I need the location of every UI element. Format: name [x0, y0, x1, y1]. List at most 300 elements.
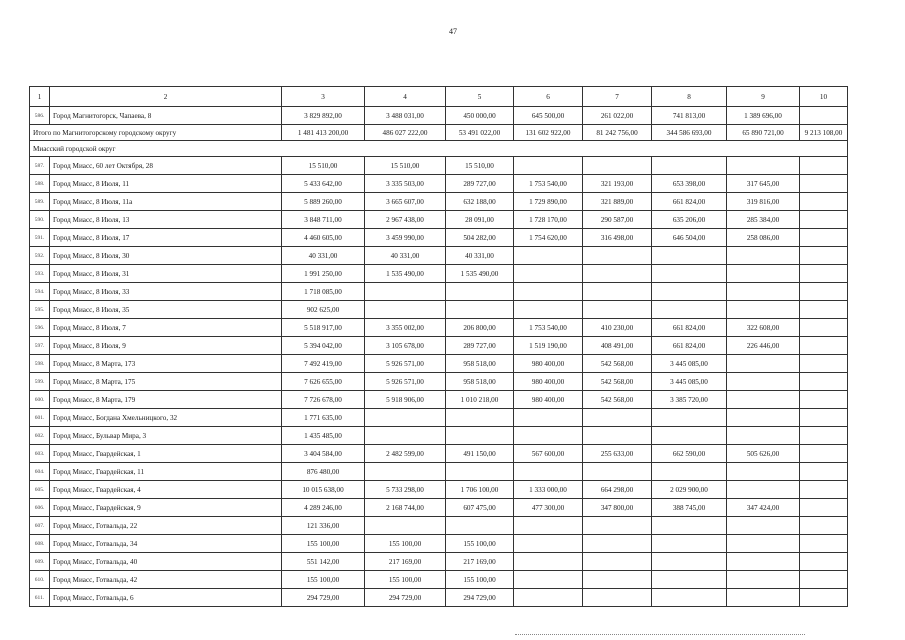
total-value-cell: 486 027 222,00: [365, 125, 446, 141]
value-cell: 1 389 696,00: [727, 107, 800, 125]
row-number: 599.: [30, 373, 50, 391]
value-cell: [727, 571, 800, 589]
value-cell: 491 150,00: [446, 445, 514, 463]
table-row: [30, 247, 848, 265]
value-cell: 7 726 678,00: [282, 391, 365, 409]
value-cell: 294 729,00: [282, 589, 365, 607]
value-cell: [365, 301, 446, 319]
address-cell: Город Миасс, 60 лет Октября, 28: [50, 157, 282, 175]
header-cell: 5: [446, 87, 514, 107]
empty-cell: [800, 571, 848, 589]
value-cell: 3 385 720,00: [652, 391, 727, 409]
value-cell: 155 100,00: [282, 571, 365, 589]
total-value-cell: 344 586 693,00: [652, 125, 727, 141]
value-cell: 321 193,00: [583, 175, 652, 193]
row-number: 597.: [30, 337, 50, 355]
row-number: 598.: [30, 355, 50, 373]
value-cell: 206 800,00: [446, 319, 514, 337]
value-cell: 1 333 000,00: [514, 481, 583, 499]
address-cell: Город Миасс, Готвальда, 34: [50, 535, 282, 553]
empty-cell: [800, 409, 848, 427]
value-cell: [727, 427, 800, 445]
value-cell: [365, 517, 446, 535]
value-cell: [514, 301, 583, 319]
page-number: 47: [449, 27, 457, 36]
value-cell: 607 475,00: [446, 499, 514, 517]
header-cell: 2: [50, 87, 282, 107]
value-cell: [727, 301, 800, 319]
header-cell: 6: [514, 87, 583, 107]
address-cell: Город Миасс, 8 Марта, 179: [50, 391, 282, 409]
row-number: 609.: [30, 553, 50, 571]
empty-cell: [800, 229, 848, 247]
table-row: [30, 373, 848, 391]
value-cell: 1 753 540,00: [514, 319, 583, 337]
value-cell: 40 331,00: [446, 247, 514, 265]
header-cell: 9: [727, 87, 800, 107]
table-row: [30, 301, 848, 319]
value-cell: 217 169,00: [446, 553, 514, 571]
value-cell: [514, 517, 583, 535]
value-cell: [446, 463, 514, 481]
value-cell: [514, 571, 583, 589]
empty-cell: [800, 463, 848, 481]
value-cell: [800, 107, 848, 125]
value-cell: 7 492 419,00: [282, 355, 365, 373]
row-number: 603.: [30, 445, 50, 463]
value-cell: [514, 283, 583, 301]
value-cell: [727, 589, 800, 607]
value-cell: 662 590,00: [652, 445, 727, 463]
empty-cell: [800, 517, 848, 535]
header-row: [30, 87, 848, 107]
value-cell: 155 100,00: [365, 535, 446, 553]
row-number: 600.: [30, 391, 50, 409]
table-row: [30, 355, 848, 373]
empty-cell: [800, 499, 848, 517]
empty-cell: [800, 301, 848, 319]
value-cell: 294 729,00: [365, 589, 446, 607]
row-number: 596.: [30, 319, 50, 337]
value-cell: 4 289 246,00: [282, 499, 365, 517]
value-cell: 2 168 744,00: [365, 499, 446, 517]
header-cell: 7: [583, 87, 652, 107]
address-cell: Город Миасс, Готвальда, 22: [50, 517, 282, 535]
row-number: 589.: [30, 193, 50, 211]
value-cell: [365, 409, 446, 427]
value-cell: 551 142,00: [282, 553, 365, 571]
value-cell: 646 504,00: [652, 229, 727, 247]
address-cell: Город Миасс, Гвардейская, 1: [50, 445, 282, 463]
row-number: 590.: [30, 211, 50, 229]
empty-cell: [800, 391, 848, 409]
value-cell: 1 771 635,00: [282, 409, 365, 427]
value-cell: [727, 517, 800, 535]
header-cell: 3: [282, 87, 365, 107]
value-cell: 653 398,00: [652, 175, 727, 193]
value-cell: [446, 517, 514, 535]
value-cell: [583, 409, 652, 427]
value-cell: 876 480,00: [282, 463, 365, 481]
value-cell: 505 626,00: [727, 445, 800, 463]
value-cell: 319 816,00: [727, 193, 800, 211]
empty-cell: [800, 193, 848, 211]
empty-cell: [800, 337, 848, 355]
value-cell: 3 335 503,00: [365, 175, 446, 193]
total-value-cell: 9 213 108,00: [800, 125, 848, 141]
table-row: [30, 589, 848, 607]
address-cell: Город Миасс, 8 Июля, 35: [50, 301, 282, 319]
table-row: [30, 427, 848, 445]
value-cell: 980 400,00: [514, 373, 583, 391]
value-cell: 5 733 298,00: [365, 481, 446, 499]
table-row: [30, 319, 848, 337]
row-number: 605.: [30, 481, 50, 499]
value-cell: 902 625,00: [282, 301, 365, 319]
value-cell: 645 500,00: [514, 107, 583, 125]
table-row: [30, 463, 848, 481]
value-cell: 28 091,00: [446, 211, 514, 229]
value-cell: 321 889,00: [583, 193, 652, 211]
total-value-cell: 53 491 022,00: [446, 125, 514, 141]
value-cell: [727, 247, 800, 265]
footer-rule: [515, 634, 805, 635]
value-cell: [583, 589, 652, 607]
address-cell: Город Миасс, Богдана Хмельницкого, 32: [50, 409, 282, 427]
row-number: 592.: [30, 247, 50, 265]
table-row: [30, 535, 848, 553]
table-row: [30, 409, 848, 427]
value-cell: 2 967 438,00: [365, 211, 446, 229]
value-cell: [514, 157, 583, 175]
value-cell: 1 753 540,00: [514, 175, 583, 193]
value-cell: 226 446,00: [727, 337, 800, 355]
value-cell: 322 608,00: [727, 319, 800, 337]
table-row: [30, 175, 848, 193]
address-cell: Город Миасс, 8 Июля, 7: [50, 319, 282, 337]
table-row: [30, 107, 848, 125]
value-cell: 450 000,00: [446, 107, 514, 125]
value-cell: [583, 283, 652, 301]
empty-cell: [800, 265, 848, 283]
empty-cell: [800, 157, 848, 175]
value-cell: [652, 409, 727, 427]
address-cell: Город Миасс, 8 Июля, 31: [50, 265, 282, 283]
header-cell: 1: [30, 87, 50, 107]
value-cell: 255 633,00: [583, 445, 652, 463]
value-cell: [583, 427, 652, 445]
empty-cell: [800, 553, 848, 571]
value-cell: [652, 427, 727, 445]
table-row: [30, 391, 848, 409]
table-row: [30, 517, 848, 535]
value-cell: [727, 553, 800, 571]
table-row: [30, 193, 848, 211]
value-cell: 3 105 678,00: [365, 337, 446, 355]
row-number: 610.: [30, 571, 50, 589]
table-row: [30, 337, 848, 355]
value-cell: 5 518 917,00: [282, 319, 365, 337]
value-cell: 7 626 655,00: [282, 373, 365, 391]
value-cell: 1 519 190,00: [514, 337, 583, 355]
address-cell: Город Миасс, 8 Июля, 9: [50, 337, 282, 355]
value-cell: [514, 427, 583, 445]
value-cell: [727, 373, 800, 391]
row-number: 594.: [30, 283, 50, 301]
value-cell: 542 568,00: [583, 391, 652, 409]
value-cell: 347 800,00: [583, 499, 652, 517]
value-cell: [652, 571, 727, 589]
empty-cell: [800, 175, 848, 193]
value-cell: 289 727,00: [446, 175, 514, 193]
value-cell: [583, 571, 652, 589]
value-cell: 1 535 490,00: [446, 265, 514, 283]
total-row: [30, 125, 848, 141]
value-cell: 5 926 571,00: [365, 355, 446, 373]
value-cell: 290 587,00: [583, 211, 652, 229]
value-cell: 15 510,00: [365, 157, 446, 175]
value-cell: [652, 265, 727, 283]
empty-cell: [800, 535, 848, 553]
value-cell: 1 718 085,00: [282, 283, 365, 301]
header-cell: 10: [800, 87, 848, 107]
value-cell: 664 298,00: [583, 481, 652, 499]
value-cell: 958 518,00: [446, 355, 514, 373]
value-cell: 155 100,00: [282, 535, 365, 553]
value-cell: 410 230,00: [583, 319, 652, 337]
empty-cell: [800, 445, 848, 463]
total-value-cell: 1 481 413 200,00: [282, 125, 365, 141]
empty-cell: [800, 373, 848, 391]
value-cell: 15 510,00: [282, 157, 365, 175]
value-cell: 3 445 085,00: [652, 373, 727, 391]
value-cell: 1 754 620,00: [514, 229, 583, 247]
value-cell: 5 394 042,00: [282, 337, 365, 355]
empty-cell: [800, 283, 848, 301]
value-cell: 3 829 892,00: [282, 107, 365, 125]
table-row: [30, 283, 848, 301]
value-cell: 261 022,00: [583, 107, 652, 125]
value-cell: [727, 481, 800, 499]
value-cell: 5 433 642,00: [282, 175, 365, 193]
table-row: [30, 553, 848, 571]
value-cell: 4 460 605,00: [282, 229, 365, 247]
value-cell: [514, 589, 583, 607]
address-cell: Город Миасс, Готвальда, 40: [50, 553, 282, 571]
address-cell: Город Магнитогорск, Чапаева, 8: [50, 107, 282, 125]
address-cell: Город Миасс, Бульвар Мира, 3: [50, 427, 282, 445]
value-cell: 1 729 890,00: [514, 193, 583, 211]
value-cell: 217 169,00: [365, 553, 446, 571]
value-cell: 980 400,00: [514, 355, 583, 373]
value-cell: [583, 463, 652, 481]
header-cell: 8: [652, 87, 727, 107]
address-cell: Город Миасс, 8 Июля, 11а: [50, 193, 282, 211]
table-row: [30, 157, 848, 175]
value-cell: [652, 535, 727, 553]
value-cell: [514, 463, 583, 481]
value-cell: [446, 427, 514, 445]
value-cell: 542 568,00: [583, 355, 652, 373]
value-cell: 258 086,00: [727, 229, 800, 247]
value-cell: 2 482 599,00: [365, 445, 446, 463]
row-number: 607.: [30, 517, 50, 535]
value-cell: 10 015 638,00: [282, 481, 365, 499]
row-number: 588.: [30, 175, 50, 193]
value-cell: 40 331,00: [365, 247, 446, 265]
row-number: 611.: [30, 589, 50, 607]
value-cell: 317 645,00: [727, 175, 800, 193]
value-cell: 40 331,00: [282, 247, 365, 265]
table-row: [30, 229, 848, 247]
value-cell: [652, 589, 727, 607]
value-cell: [514, 265, 583, 283]
value-cell: 3 665 607,00: [365, 193, 446, 211]
address-cell: Город Миасс, Гвардейская, 9: [50, 499, 282, 517]
value-cell: 661 824,00: [652, 193, 727, 211]
value-cell: 1 991 250,00: [282, 265, 365, 283]
value-cell: [583, 517, 652, 535]
address-cell: Город Миасс, Готвальда, 42: [50, 571, 282, 589]
table-row: [30, 481, 848, 499]
value-cell: [652, 283, 727, 301]
row-number: 601.: [30, 409, 50, 427]
value-cell: [365, 463, 446, 481]
empty-cell: [800, 589, 848, 607]
value-cell: [727, 391, 800, 409]
empty-cell: [800, 247, 848, 265]
empty-cell: [800, 427, 848, 445]
value-cell: 661 824,00: [652, 319, 727, 337]
address-cell: Город Миасс, 8 Июля, 33: [50, 283, 282, 301]
value-cell: [583, 157, 652, 175]
value-cell: 347 424,00: [727, 499, 800, 517]
total-value-cell: 131 602 922,00: [514, 125, 583, 141]
address-cell: Город Миасс, 8 Июля, 30: [50, 247, 282, 265]
empty-cell: [800, 355, 848, 373]
value-cell: 504 282,00: [446, 229, 514, 247]
value-cell: 741 813,00: [652, 107, 727, 125]
value-cell: 3 848 711,00: [282, 211, 365, 229]
row-number: 606.: [30, 499, 50, 517]
value-cell: 3 459 990,00: [365, 229, 446, 247]
empty-cell: [800, 211, 848, 229]
value-cell: [652, 157, 727, 175]
value-cell: 1 010 218,00: [446, 391, 514, 409]
value-cell: [514, 535, 583, 553]
table-row: [30, 445, 848, 463]
row-number: 595.: [30, 301, 50, 319]
value-cell: 3 445 085,00: [652, 355, 727, 373]
value-cell: 294 729,00: [446, 589, 514, 607]
table-row: [30, 211, 848, 229]
row-number: 586.: [30, 107, 50, 125]
value-cell: 567 600,00: [514, 445, 583, 463]
value-cell: 388 745,00: [652, 499, 727, 517]
value-cell: [446, 409, 514, 427]
total-label: Итого по Магнитогорскому городскому округу: [30, 125, 282, 141]
table-row: [30, 571, 848, 589]
row-number: 587.: [30, 157, 50, 175]
value-cell: 155 100,00: [365, 571, 446, 589]
address-cell: Город Миасс, 8 Марта, 175: [50, 373, 282, 391]
header-cell: 4: [365, 87, 446, 107]
address-cell: Город Миасс, Готвальда, 6: [50, 589, 282, 607]
total-value-cell: 65 890 721,00: [727, 125, 800, 141]
value-cell: [583, 247, 652, 265]
row-number: 591.: [30, 229, 50, 247]
value-cell: 289 727,00: [446, 337, 514, 355]
value-cell: 632 188,00: [446, 193, 514, 211]
value-cell: [514, 409, 583, 427]
value-cell: [727, 265, 800, 283]
address-cell: Город Миасс, Гвардейская, 11: [50, 463, 282, 481]
table-body: [30, 87, 848, 607]
value-cell: 542 568,00: [583, 373, 652, 391]
region-label: Миасский городской округ: [30, 141, 848, 157]
value-cell: [727, 535, 800, 553]
value-cell: [446, 301, 514, 319]
value-cell: 285 384,00: [727, 211, 800, 229]
empty-cell: [800, 481, 848, 499]
table-row: [30, 265, 848, 283]
value-cell: [446, 283, 514, 301]
value-cell: 316 498,00: [583, 229, 652, 247]
value-cell: 155 100,00: [446, 535, 514, 553]
value-cell: [365, 427, 446, 445]
value-cell: 635 206,00: [652, 211, 727, 229]
value-cell: 3 355 002,00: [365, 319, 446, 337]
row-number: 604.: [30, 463, 50, 481]
value-cell: 5 889 260,00: [282, 193, 365, 211]
address-cell: Город Миасс, 8 Июля, 13: [50, 211, 282, 229]
value-cell: [583, 265, 652, 283]
value-cell: 3 488 031,00: [365, 107, 446, 125]
value-cell: [583, 553, 652, 571]
value-cell: 980 400,00: [514, 391, 583, 409]
value-cell: 477 300,00: [514, 499, 583, 517]
value-cell: [727, 283, 800, 301]
value-cell: 121 336,00: [282, 517, 365, 535]
total-value-cell: 81 242 756,00: [583, 125, 652, 141]
value-cell: 958 518,00: [446, 373, 514, 391]
value-cell: 5 926 571,00: [365, 373, 446, 391]
row-number: 602.: [30, 427, 50, 445]
value-cell: 5 918 906,00: [365, 391, 446, 409]
value-cell: [365, 283, 446, 301]
address-cell: Город Миасс, 8 Марта, 173: [50, 355, 282, 373]
value-cell: 2 029 900,00: [652, 481, 727, 499]
row-number: 608.: [30, 535, 50, 553]
address-cell: Город Миасс, 8 Июля, 11: [50, 175, 282, 193]
value-cell: [514, 553, 583, 571]
value-cell: [727, 355, 800, 373]
value-cell: 661 824,00: [652, 337, 727, 355]
value-cell: [652, 517, 727, 535]
value-cell: 1 535 490,00: [365, 265, 446, 283]
value-cell: [652, 463, 727, 481]
value-cell: 155 100,00: [446, 571, 514, 589]
value-cell: [583, 301, 652, 319]
address-cell: Город Миасс, 8 Июля, 17: [50, 229, 282, 247]
table-row: [30, 499, 848, 517]
value-cell: [652, 553, 727, 571]
value-cell: 3 404 584,00: [282, 445, 365, 463]
address-cell: Город Миасс, Гвардейская, 4: [50, 481, 282, 499]
region-row: [30, 141, 848, 157]
row-number: 593.: [30, 265, 50, 283]
data-table: [29, 86, 848, 607]
